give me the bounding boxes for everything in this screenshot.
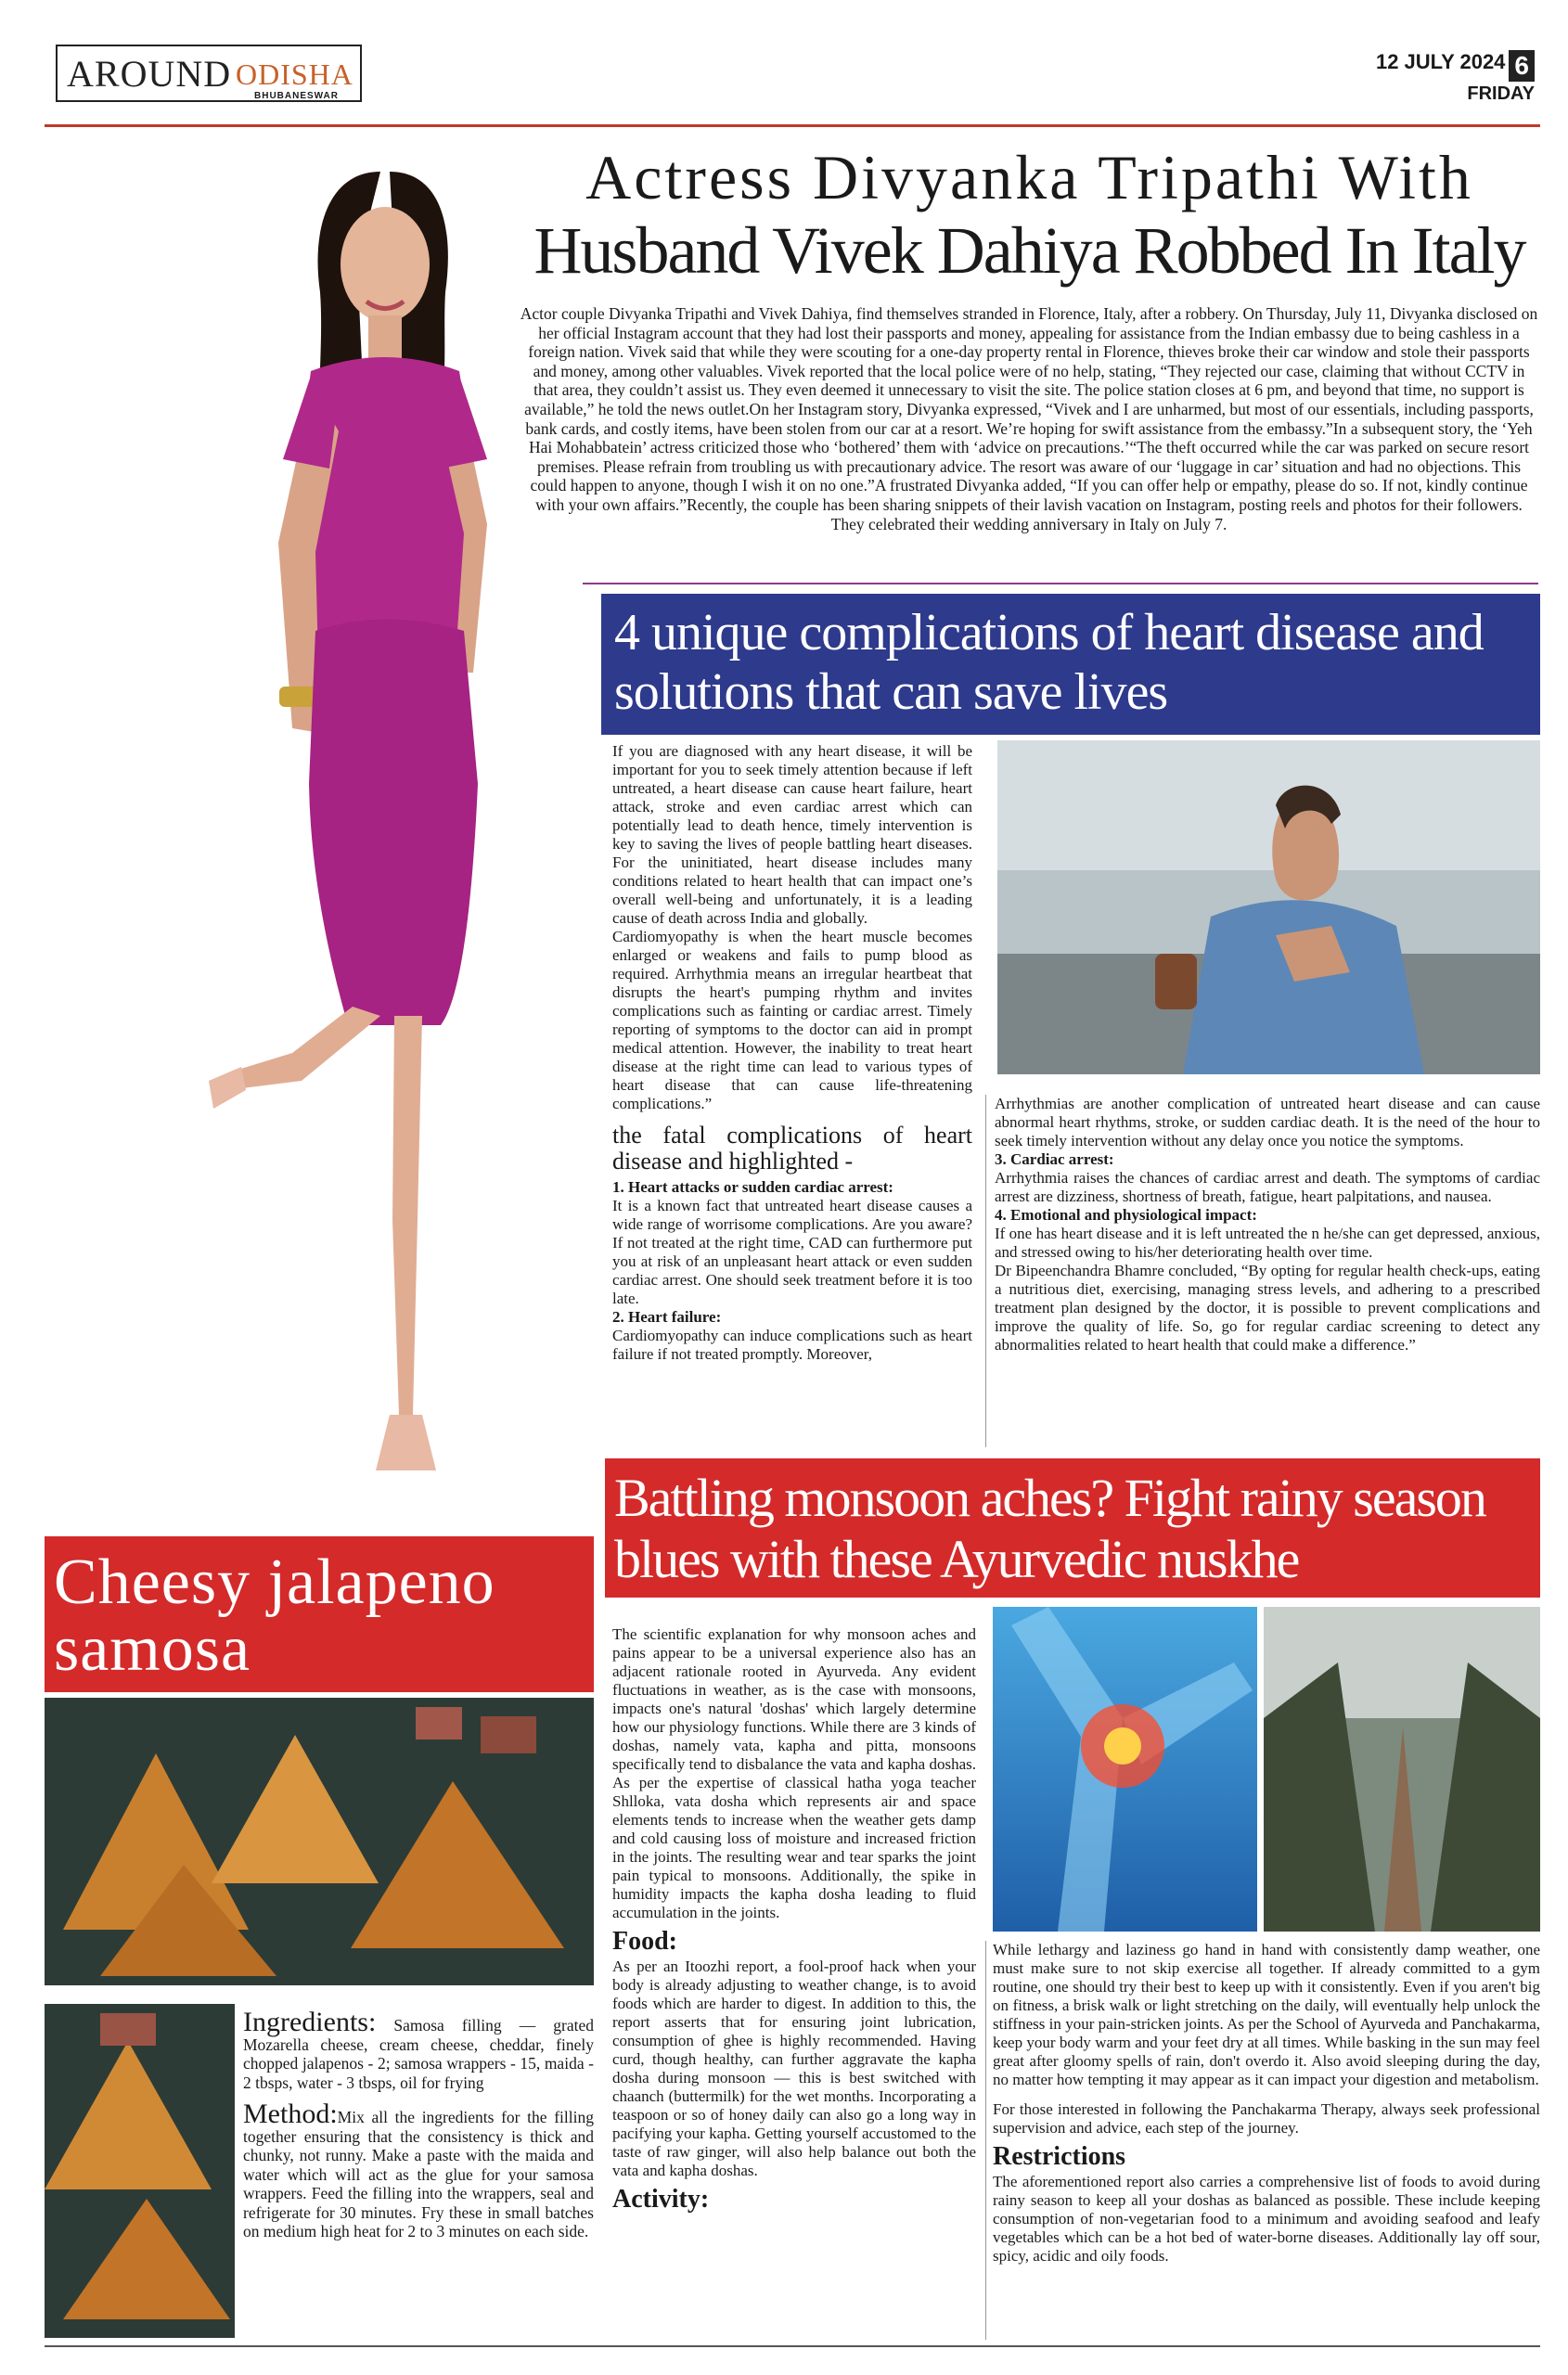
header-rule bbox=[45, 124, 1540, 127]
heart-point-3-text: Arrhythmia raises the chances of cardiac arrest and death. The symptoms of cardiac arrest are dizziness, shortness of breath, fatigue, heart palpitations, and nausea. bbox=[995, 1169, 1540, 1205]
heart-paragraph-1: If you are diagnosed with any heart disease, it will be important for you to seek timely attention because if left untreated, a heart disease can cause heart failure, heart attack, stroke and even cardiac arrest which can potentially lead to death hence, timely intervention is key to saving the lives of people battling heart diseases. For the uninitiated, heart disease includes many conditions related to heart health that can impact one’s overall well-being and unfortunately, it is a leading cause of death across India and globally. bbox=[612, 742, 972, 927]
restrictions-text: The aforementioned report also carries a comprehensive list of foods to avoid during rainy season to keep all your doshas as balanced as possible. These include keeping consumption of non-vegetarian food to a minimum and avoiding seafood and leafy vegetables which can be a hot bed of water-borne diseases. Additionally lay off sour, spicy, acidic and oily foods. bbox=[993, 2173, 1540, 2265]
heart-point-1-text: It is a known fact that untreated heart disease causes a wide range of worrisome complications. Are you aware? If not treated at the right time, CAD can furthermore put you at risk of an unpleasant heart attack or even sudden cardiac arrest. One should seek treatment before it is too late. bbox=[612, 1197, 972, 1307]
heart-right-column bbox=[995, 1095, 1540, 1354]
activity-heading: Activity: bbox=[612, 2185, 710, 2214]
brand-around: AROUND bbox=[67, 53, 232, 95]
headline-line1: Actress Divyanka Tripathi With bbox=[585, 142, 1473, 212]
rain-window-photo bbox=[1264, 1607, 1540, 1932]
masthead-logo bbox=[56, 45, 362, 102]
column-divider bbox=[985, 1095, 986, 1447]
headline-samosa-banner: Cheesy jalapeno samosa bbox=[45, 1536, 594, 1692]
ingredients-label: Ingredients: bbox=[243, 2007, 377, 2037]
issue-day: FRIDAY bbox=[1467, 83, 1535, 104]
food-text: As per an Itoozhi report, a fool-proof hack when your body is already adjusting to weather change, is to avoid foods which are harder to digest. In addition to this, the report asserts that for ensuring joint lubrication, consumption of ghee is highly recommended. Having curd, though healthy, can further aggravate the kapha dosha during monsoon — this is best switched with chaanch (buttermilk) for the wet months. Incorporating a teaspoon or so of honey daily can also go a long way in pacifying your kapha. Getting yourself accustomed to the taste of raw ginger, will also help balance out both the vata and kapha doshas. bbox=[612, 1958, 976, 2179]
heart-quote: Dr Bipeenchandra Bhamre concluded, “By opting for regular health check-ups, eating a nutritious diet, exercising, managing stress levels, and adhering to a prescribed treatment plan designed by the doctor, it is possible to prevent complications and improve the quality of life. So, go for regular cardiac screening to detect any abnormalities related to heart health that could make a difference.” bbox=[995, 1262, 1540, 1354]
footer-rule bbox=[45, 2345, 1540, 2347]
knee-pain-illustration bbox=[993, 1607, 1257, 1932]
issue-date: 12 JULY 2024 bbox=[1375, 50, 1506, 73]
article-divyanka-body: Actor couple Divyanka Tripathi and Vivek Dahiya, find themselves stranded in Florence, Italy, after a robbery. On Thursday, July 11, Divyanka disclosed on her official Instagram account that they had lost their passports and money, appealing for assistance from the Indian embassy due to being cashless in a foreign nation. Vivek said that while they were scouting for a one-day property rental in Florence, thieves broke their car window and stole their passports and money, among other valuables. Vivek reported that the local police were of no help, stating, “They rejected our case, claiming that without CCTV in that area, they couldn’t assist us. They even deemed it unnecessary to visit the site. The police station closes at 6 pm, and beyond that time, no support is available,” he told the news outlet.On her Instagram story, Divyanka expressed, “Vivek and I are unharmed, but most of our essentials, including passports, bank cards, and costly items, have been stolen from our car at a resort. We’re hoping for swift assistance from the embassy.”In a subsequent story, the ‘Yeh Hai Mohabbatein’ actress criticized those who ‘bothered’ them with ‘advice on precautions.’“The theft occurred while the car was parked on secure resort premises. Please refrain from troubling us with precautionary advice. The resort was aware of our ‘luggage in car’ situation and had no objections. This could happen to anyone, though I wish it on no one.”A frustrated Divyanka added, “If you can offer help or empathy, please do so. If not, kindly continue with your own affairs.”Recently, the couple has been sharing snippets of their lavish vacation on Instagram, posting reels and photos for their followers. They celebrated their wedding anniversary in Italy on July 7. bbox=[520, 304, 1538, 533]
section-rule bbox=[583, 583, 1538, 584]
brand-odisha: ODISHA bbox=[236, 58, 353, 91]
samosa-recipe bbox=[243, 2007, 594, 2241]
restrictions-heading: Restrictions bbox=[993, 2142, 1126, 2171]
heart-point-4-head: 4. Emotional and physiological impact: bbox=[995, 1206, 1257, 1224]
monsoon-right-paragraph-2: For those interested in following the Panchakarma Therapy, always seek professional supervision and advice, each step of the journey. bbox=[993, 2100, 1540, 2137]
heart-pain-photo bbox=[997, 740, 1540, 1074]
heart-point-4-text: If one has heart disease and it is left untreated the n he/she can get depressed, anxious, and stressed owing to his/her deteriorating health over time. bbox=[995, 1225, 1540, 1261]
page-number: 6 bbox=[1509, 50, 1535, 82]
headline-line2: Husband Vivek Dahiya Robbed In Italy bbox=[533, 213, 1525, 289]
method-label: Method: bbox=[243, 2099, 338, 2129]
brand-city: BHUBANESWAR bbox=[254, 91, 339, 101]
heart-subhead: the fatal complications of heart disease and highlighted - bbox=[612, 1122, 972, 1175]
headline-divyanka bbox=[521, 144, 1537, 288]
samosa-closeup-photo bbox=[45, 2004, 235, 2338]
monsoon-paragraph-1: The scientific explanation for why monsoon aches and pains appear to be a universal experience also has an adjacent rationale rooted in Ayurveda. Any evident fluctuations in weather, as is the case with monsoons, impacts one's natural 'doshas' which largely determine how our physiology functions. While there are 3 kinds of doshas, namely vata, kapha and pitta, monsoons specifically tend to disbalance the vata and kapha doshas. As per the expertise of classical hatha yoga teacher Shlloka, vata dosha which represents air and space elements tends to increase when the weather gets damp and cold causing loss of moisture and increased friction in the joints. The resulting wear and tear sparks the joint pain typical to monsoons. Additionally, the spike in humidity impacts the kapha dosha leading to fluid accumulation in the joints. bbox=[612, 1625, 976, 1921]
method-text: Mix all the ingredients for the filling together ensuring that the consistency is thick and chunky, not runny. Make a paste with the maida and water which will act as the glue for your samosa wrappers. Feed the filling into the wrappers, seal and refrigerate for 30 minutes. Fry these in small batches on medium high heat for 2 to 3 minutes on each side. bbox=[243, 2108, 594, 2240]
ingredients-text: Samosa filling — grated Mozarella cheese, cream cheese, cheddar, finely chopped jalapenos - 2; samosa wrappers - 15, maida - 2 tbsps, water - 3 tbsps, oil for frying bbox=[243, 2016, 594, 2092]
monsoon-right-paragraph-1: While lethargy and laziness go hand in hand with consistently damp weather, one must make sure to not skip exercise all together. If already committed to a gym routine, one should try their best to keep up with it consistently. Even if you aren't big on fitness, a brisk walk or light stretching on the daily, will eventually help unlock the stiffness in your pain-stricken joints. As per the School of Ayurveda and Panchakarma, keep your body warm and your feet dry at all times. While basking in the sun may feel great after gloomy spells of rain, don't overdo it. Also avoid sleeping during the day, no matter how tempting it may appear as it can impact your digestion and metabolism. bbox=[993, 1941, 1540, 2088]
heart-paragraph-2: Cardiomyopathy is when the heart muscle becomes enlarged or weakens and fails to pump blood as required. Arrhythmia means an irregular heartbeat that disrupts the heart's pumping rhythm and invites complications such as fainting or cardiac arrest. Timely reporting of symptoms to the doctor can aid in prompt medical attention. However, the inability to treat heart disease at the right time can lead to various types of heart disease that can cause life-threatening complications.” bbox=[612, 928, 972, 1112]
issue-date-box bbox=[1376, 50, 1535, 105]
monsoon-left-column bbox=[612, 1625, 976, 2215]
food-heading: Food: bbox=[612, 1927, 677, 1956]
heart-point-2-text: Cardiomyopathy can induce complications such as heart failure if not treated promptly. Moreover, bbox=[612, 1327, 972, 1363]
heart-right-paragraph: Arrhythmias are another complication of untreated heart disease and can cause abnormal heart rhythms, stroke, or sudden cardiac death. It is the need of the hour to seek timely intervention without any delay once you notice the symptoms. bbox=[995, 1095, 1540, 1149]
heart-point-3-head: 3. Cardiac arrest: bbox=[995, 1150, 1114, 1168]
heart-point-1-head: 1. Heart attacks or sudden cardiac arrest: bbox=[612, 1178, 893, 1196]
column-divider bbox=[985, 1941, 986, 2340]
headline-monsoon-banner: Battling monsoon aches? Fight rainy season blues with these Ayurvedic nuskhe bbox=[605, 1458, 1540, 1598]
samosa-photo bbox=[45, 1698, 594, 1985]
heart-left-column bbox=[612, 742, 972, 1364]
monsoon-right-column bbox=[993, 1941, 1540, 2266]
headline-heart-banner: 4 unique complications of heart disease and solutions that can save lives bbox=[601, 594, 1540, 735]
heart-point-2-head: 2. Heart failure: bbox=[612, 1308, 722, 1326]
